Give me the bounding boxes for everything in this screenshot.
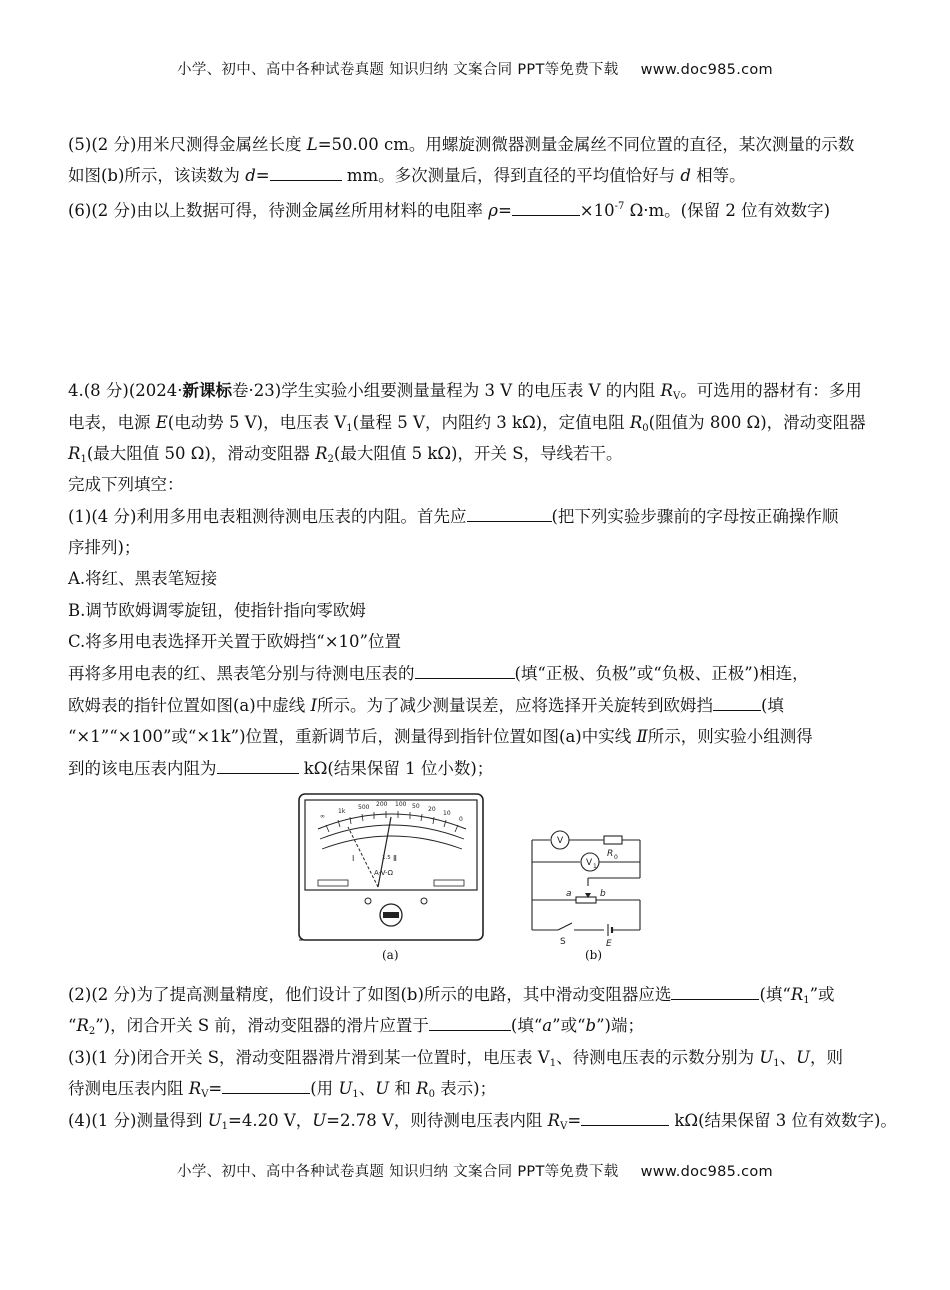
q4-line9: “×1”“×100”或“×1k”)位置，重新调节后，测量得到指针位置如图(a)中实线 Ⅱ所示，则实验小组测得: [68, 727, 813, 746]
svg-text:500: 500: [358, 804, 370, 811]
q4-line8: 欧姆表的指针位置如图(a)中虚线 Ⅰ所示。为了减少测量误差，应将选择开关旋转到欧姆挡 (填: [68, 696, 784, 715]
answer-blank[interactable]: [217, 759, 299, 774]
footer-site: www.doc985.com: [640, 1164, 773, 1180]
answer-blank[interactable]: [581, 1111, 669, 1126]
page-header: [0, 58, 950, 79]
q4-line10: 到的该电压表内阻为 kΩ(结果保留 1 位小数)；: [68, 759, 494, 778]
answer-blank[interactable]: [713, 696, 761, 711]
q6-line: (6)(2 分)由以上数据可得，待测金属丝所用材料的电阻率 $\rho= \times 10^{-7}$ Ω·m。(保留 2 位有效数字): [68, 201, 831, 220]
label-b: b: [600, 889, 606, 899]
q4-line4: 完成下列填空：: [68, 475, 184, 494]
answer-blank[interactable]: [415, 664, 515, 679]
q4-line7: 再将多用电表的红、黑表笔分别与待测电压表的 (填“正极、负极”或“负极、正极”)相连，: [68, 664, 809, 683]
svg-text:50: 50: [412, 803, 420, 810]
header-text: 小学、初中、高中各种试卷真题 知识归纳 文案合同 PPT等免费下载: [177, 62, 619, 78]
q4-line3: $R_1$(最大阻值 50 Ω)，滑动变阻器 $R_2$(最大阻值 5 kΩ)，开关 S，导线若干。: [68, 444, 623, 465]
footer-text: 小学、初中、高中各种试卷真题 知识归纳 文案合同 PPT等免费下载: [177, 1164, 619, 1180]
q4-line5: (1)(4 分)利用多用电表粗测待测电压表的内阻。首先应 (把下列实验步骤前的字母按正确操作顺: [68, 507, 839, 526]
answer-blank[interactable]: [512, 201, 580, 216]
answer-blank[interactable]: [222, 1079, 310, 1094]
svg-text:1k: 1k: [338, 808, 346, 815]
q4-part3-line2: 待测电压表内阻 $R_V=$ (用 $U_1$、U 和 $R_0$ 表示)；: [68, 1079, 497, 1100]
label-15: 1.5: [382, 855, 391, 861]
q4-part3-line1: (3)(1 分)闭合开关 S，滑动变阻器滑片滑到某一位置时，电压表 $V_1$、待测电压表的示数分别为 $U_1$、U，则: [68, 1048, 844, 1069]
label-S: S: [560, 937, 566, 947]
option-a: A.将红、黑表笔短接: [68, 569, 218, 588]
label-a: a: [566, 889, 572, 899]
caption-a: (a): [382, 948, 399, 962]
q4-part4-line: (4)(1 分)测量得到 $U_1=4.20$ V，U=2.78 V，则待测电压表内阻 $R_V= k\Omega$(结果保留 3 位有效数字)。: [68, 1111, 897, 1132]
q4-line2: 电表，电源 E(电动势 5 V)，电压表 $V_1$(量程 5 V，内阻约 3 kΩ)，定值电阻 $R_0$(阻值为 800 Ω)，滑动变阻器: [68, 413, 866, 434]
label-R0: R: [607, 849, 614, 859]
switch-S: [558, 923, 572, 930]
figure-a-multimeter: [296, 791, 486, 947]
q4-line1: 4.(8 分)(2024·新课标卷·23)学生实验小组要测量量程为 3 V 的电压表 V 的内阻 $R_V$。可选用的器材有：多用: [68, 381, 862, 402]
answer-blank[interactable]: [429, 1016, 511, 1031]
label-I: Ⅰ: [352, 854, 355, 863]
header-site: www.doc985.com: [640, 62, 773, 78]
q5-line2: 如图(b)所示，该读数为 d= mm。多次测量后，得到直径的平均值恰好与 d 相等。: [68, 166, 746, 185]
svg-text:20: 20: [428, 806, 436, 813]
label-II: Ⅱ: [393, 854, 397, 863]
meter-label: A-V-Ω: [374, 869, 394, 877]
caption-b: (b): [585, 948, 603, 962]
label-E: E: [606, 939, 612, 948]
label-V1: V: [586, 858, 593, 868]
q5-line1: (5)(2 分)用米尺测得金属丝长度 L=50.00 cm。用螺旋测微器测量金属丝不同位置的直径，某次测量的示数: [68, 135, 855, 154]
label-R0-sub: 0: [614, 854, 618, 861]
option-b: B.调节欧姆调零旋钮，使指针指向零欧姆: [68, 601, 366, 620]
q4-part2-line2: “$R_2$”)，闭合开关 S 前，滑动变阻器的滑片应置于 (填“a”或“b”)端；: [68, 1016, 644, 1037]
page-footer: [0, 1160, 950, 1181]
answer-blank[interactable]: [671, 985, 759, 1000]
q4-line6: 序排列)；: [68, 538, 141, 557]
q4-part2-line1: (2)(2 分)为了提高测量精度，他们设计了如图(b)所示的电路，其中滑动变阻器应选 (填“$R_1$”或: [68, 985, 835, 1006]
svg-text:100: 100: [395, 801, 407, 808]
svg-text:10: 10: [443, 810, 451, 817]
option-c: C.将多用电表选择开关置于欧姆挡“×10”位置: [68, 632, 401, 651]
label-V1-sub: 1: [593, 863, 597, 870]
rheostat: [576, 897, 596, 903]
resistor-R0: [604, 836, 622, 844]
svg-text:200: 200: [376, 801, 388, 808]
label-V: V: [557, 836, 564, 846]
answer-blank[interactable]: [467, 507, 552, 522]
svg-text:∞: ∞: [320, 813, 325, 820]
svg-text:0: 0: [459, 816, 463, 823]
figure-b-circuit: [520, 828, 650, 948]
answer-blank[interactable]: [270, 166, 342, 181]
